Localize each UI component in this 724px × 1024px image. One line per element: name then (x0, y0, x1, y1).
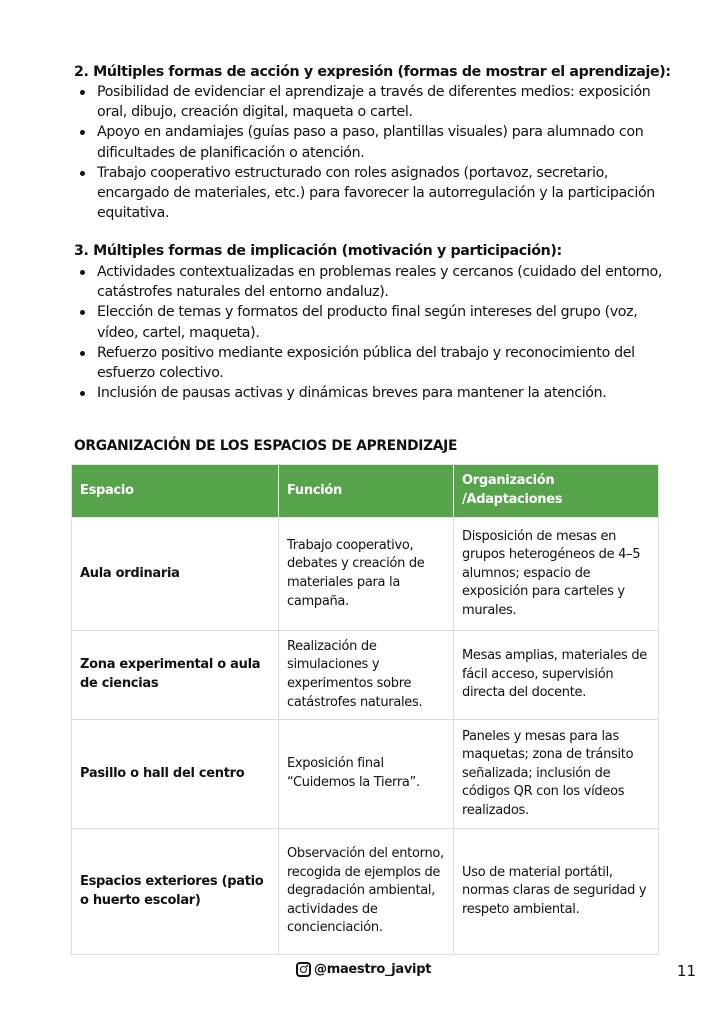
section-2-list (74, 82, 664, 223)
instagram-icon (296, 962, 311, 977)
column-header-funcion: Función (279, 465, 454, 518)
list-item: Actividades contextualizadas en problemas reales y cercanos (cuidado del entorno, catástrofes naturales del entorno andaluz). (74, 262, 664, 302)
table-row (72, 631, 659, 720)
cell-organization: Uso de material portátil, normas claras de seguridad y respeto ambiental. (454, 829, 659, 955)
spaces-table (71, 464, 659, 955)
cell-function: Exposición final “Cuidemos la Tierra”. (279, 720, 454, 829)
cell-space: Aula ordinaria (72, 518, 279, 631)
list-item: Trabajo cooperativo estructurado con roles asignados (portavoz, secretario, encargado de materiales, etc.) para favorecer la autorregulación y la participación equitativa. (74, 163, 664, 224)
cell-organization: Paneles y mesas para las maquetas; zona de tránsito señalizada; inclusión de códigos QR con los vídeos realizados. (454, 720, 659, 829)
cell-function: Realización de simulaciones y experimentos sobre catástrofes naturales. (279, 631, 454, 720)
cell-space: Zona experimental o aula de ciencias (72, 631, 279, 720)
list-item: Refuerzo positivo mediante exposición pública del trabajo y reconocimiento del esfuerzo colectivo. (74, 343, 664, 383)
list-item: Apoyo en andamiajes (guías paso a paso, plantillas visuales) para alumnado con dificultades de planificación o atención. (74, 122, 664, 162)
list-item: Elección de temas y formatos del producto final según intereses del grupo (voz, vídeo, cartel, maqueta). (74, 302, 664, 342)
list-item: Inclusión de pausas activas y dinámicas breves para mantener la atención. (74, 383, 664, 403)
section-2-title: 2. Múltiples formas de acción y expresión (formas de mostrar el aprendizaje): (74, 64, 671, 80)
cell-function: Trabajo cooperativo, debates y creación de materiales para la campaña. (279, 518, 454, 631)
social-handle (296, 962, 431, 977)
table-title: ORGANIZACIÓN DE LOS ESPACIOS DE APRENDIZAJE (74, 438, 458, 454)
cell-organization: Mesas amplias, materiales de fácil acceso, supervisión directa del docente. (454, 631, 659, 720)
column-header-organizacion: Organización /Adaptaciones (454, 465, 659, 518)
column-header-espacio: Espacio (72, 465, 279, 518)
cell-function: Observación del entorno, recogida de ejemplos de degradación ambiental, actividades de concienciación. (279, 829, 454, 955)
cell-organization: Disposición de mesas en grupos heterogéneos de 4–5 alumnos; espacio de exposición para carteles y murales. (454, 518, 659, 631)
cell-space: Espacios exteriores (patio o huerto escolar) (72, 829, 279, 955)
page-footer (0, 962, 724, 986)
table-row (72, 518, 659, 631)
table-row (72, 829, 659, 955)
section-3-list (74, 262, 664, 403)
cell-space: Pasillo o hall del centro (72, 720, 279, 829)
page-number: 11 (676, 962, 696, 980)
section-3-title: 3. Múltiples formas de implicación (motivación y participación): (74, 243, 562, 259)
list-item: Posibilidad de evidenciar el aprendizaje a través de diferentes medios: exposición oral, dibujo, creación digital, maqueta o cartel. (74, 82, 664, 122)
table-header-row (72, 465, 659, 518)
handle-text: @maestro_javipt (314, 962, 432, 977)
table-row (72, 720, 659, 829)
